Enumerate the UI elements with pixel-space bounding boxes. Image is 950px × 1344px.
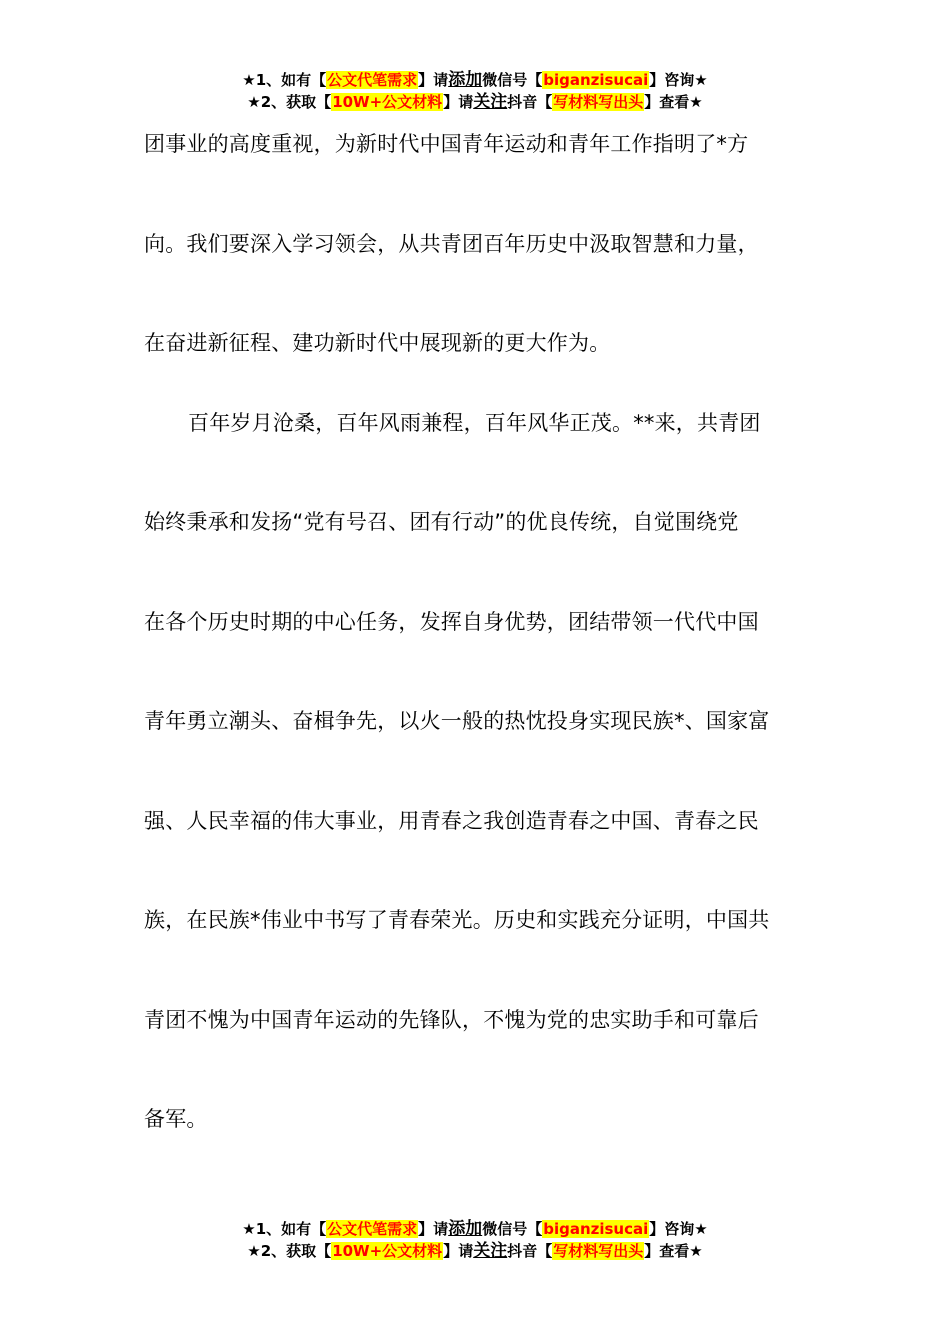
footer-line-1-highlight: 公文代笔需求	[327, 1220, 418, 1238]
banner-line-1-mid2: 微信号【	[482, 71, 543, 89]
body-line: 族，在民族*伟业中书写了青春荣光。历史和实践充分证明，中国共	[144, 908, 770, 932]
banner-line-2-douyin-id: 写材料写出头	[553, 93, 644, 111]
body-line: 在奋进新征程、建功新时代中展现新的更大作为。	[144, 331, 611, 355]
footer-line-1-suffix: 】咨询★	[649, 1220, 708, 1238]
footer-line-2-emph: 关注	[473, 1241, 508, 1261]
footer-line-2-prefix: ★2、获取【	[247, 1242, 332, 1260]
banner-line-2-mid1: 】请	[443, 93, 474, 111]
footer-line-2-mid1: 】请	[443, 1242, 474, 1260]
footer-line-1-mid2: 微信号【	[482, 1220, 543, 1238]
banner-line-1-mid1: 】请	[418, 71, 449, 89]
banner-line-1-emph: 添加	[448, 70, 483, 90]
body-line: 强、人民幸福的伟大事业，用青春之我创造青春之中国、青春之民	[144, 809, 759, 833]
footer-banner-line-2	[0, 1240, 950, 1262]
body-line: 备军。	[144, 1107, 208, 1131]
body-line: 百年岁月沧桑，百年风雨兼程，百年风华正茂。**来，共青团	[188, 411, 761, 435]
footer-line-1-mid1: 】请	[418, 1220, 449, 1238]
footer-line-1-wechat-id: biganzisucai	[543, 1220, 649, 1238]
banner-line-2-suffix: 】查看★	[644, 93, 703, 111]
footer-line-2-suffix: 】查看★	[644, 1242, 703, 1260]
banner-line-1	[0, 69, 950, 91]
banner-line-1-wechat-id: biganzisucai	[543, 71, 649, 89]
banner-line-1-suffix: 】咨询★	[649, 71, 708, 89]
footer-banner	[0, 1218, 950, 1262]
footer-line-1-prefix: ★1、如有【	[242, 1220, 327, 1238]
footer-line-2-highlight: 10W+公文材料	[332, 1242, 443, 1260]
banner-line-2	[0, 91, 950, 113]
banner-line-2-highlight: 10W+公文材料	[332, 93, 443, 111]
banner-line-1-prefix: ★1、如有【	[242, 71, 327, 89]
footer-line-1-emph: 添加	[448, 1219, 483, 1239]
header-banner	[0, 69, 950, 113]
banner-line-2-mid2: 抖音【	[507, 93, 553, 111]
body-line: 始终秉承和发扬“党有号召、团有行动”的优良传统，自觉围绕党	[144, 510, 739, 534]
body-line: 青年勇立潮头、奋楫争先，以火一般的热忱投身实现民族*、国家富	[144, 709, 770, 733]
body-line: 团事业的高度重视，为新时代中国青年运动和青年工作指明了*方	[144, 132, 749, 156]
banner-line-1-highlight: 公文代笔需求	[327, 71, 418, 89]
footer-line-2-douyin-id: 写材料写出头	[553, 1242, 644, 1260]
banner-line-2-emph: 关注	[473, 92, 508, 112]
body-line: 在各个历史时期的中心任务，发挥自身优势，团结带领一代代中国	[144, 610, 759, 634]
body-line: 向。我们要深入学习领会，从共青团百年历史中汲取智慧和力量，	[144, 232, 759, 256]
banner-line-2-prefix: ★2、获取【	[247, 93, 332, 111]
footer-line-2-mid2: 抖音【	[507, 1242, 553, 1260]
footer-banner-line-1	[0, 1218, 950, 1240]
body-line: 青团不愧为中国青年运动的先锋队，不愧为党的忠实助手和可靠后	[144, 1008, 759, 1032]
